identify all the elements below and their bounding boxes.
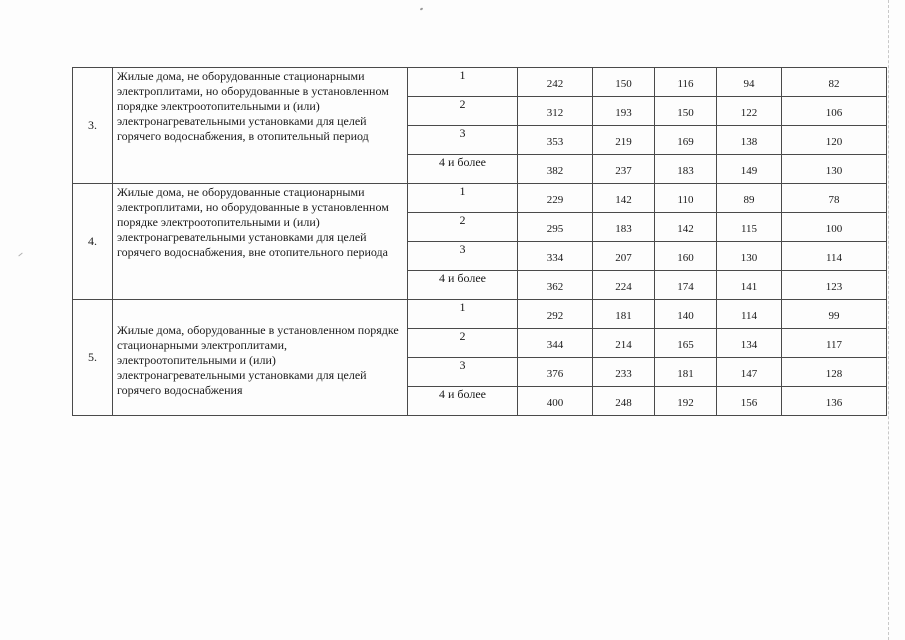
- value-cell: 292: [518, 300, 593, 329]
- value-cell: 117: [782, 329, 887, 358]
- value-cell: 242: [518, 68, 593, 97]
- value-cell: 295: [518, 213, 593, 242]
- value-cell: 116: [655, 68, 717, 97]
- people-count: 2: [408, 213, 518, 242]
- value-cell: 120: [782, 126, 887, 155]
- value-cell: 400: [518, 387, 593, 416]
- value-cell: 312: [518, 97, 593, 126]
- value-cell: 224: [593, 271, 655, 300]
- value-cell: 174: [655, 271, 717, 300]
- value-cell: 219: [593, 126, 655, 155]
- value-cell: 233: [593, 358, 655, 387]
- value-cell: 149: [717, 155, 782, 184]
- value-cell: 128: [782, 358, 887, 387]
- value-cell: 344: [518, 329, 593, 358]
- people-count: 2: [408, 329, 518, 358]
- people-count: 4 и более: [408, 271, 518, 300]
- value-cell: 207: [593, 242, 655, 271]
- value-cell: 136: [782, 387, 887, 416]
- value-cell: 141: [717, 271, 782, 300]
- value-cell: 248: [593, 387, 655, 416]
- table-row: [73, 68, 887, 97]
- value-cell: 382: [518, 155, 593, 184]
- row-number: 4.: [73, 184, 113, 300]
- row-description: Жилые дома, оборудованные в установленном порядке стационарными электроплитами, электроотопительными и (или) электронагревательными установками для целей горячего водоснабжения: [113, 300, 408, 416]
- people-count: 4 и более: [408, 155, 518, 184]
- people-count: 3: [408, 126, 518, 155]
- value-cell: 181: [655, 358, 717, 387]
- table-row: [73, 300, 887, 329]
- people-count: 1: [408, 300, 518, 329]
- value-cell: 165: [655, 329, 717, 358]
- value-cell: 130: [782, 155, 887, 184]
- value-cell: 99: [782, 300, 887, 329]
- value-cell: 181: [593, 300, 655, 329]
- people-count: 4 и более: [408, 387, 518, 416]
- value-cell: 183: [593, 213, 655, 242]
- value-cell: 123: [782, 271, 887, 300]
- value-cell: 78: [782, 184, 887, 213]
- value-cell: 150: [655, 97, 717, 126]
- value-cell: 142: [655, 213, 717, 242]
- value-cell: 150: [593, 68, 655, 97]
- value-cell: 193: [593, 97, 655, 126]
- value-cell: 237: [593, 155, 655, 184]
- table-row: [73, 184, 887, 213]
- value-cell: 142: [593, 184, 655, 213]
- value-cell: 115: [717, 213, 782, 242]
- value-cell: 214: [593, 329, 655, 358]
- scan-speck: [18, 253, 22, 257]
- value-cell: 362: [518, 271, 593, 300]
- scan-speck: [420, 7, 424, 10]
- value-cell: 169: [655, 126, 717, 155]
- value-cell: 82: [782, 68, 887, 97]
- row-description: Жилые дома, не оборудованные стационарными электроплитами, но оборудованные в установленном порядке электроотопительными и (или) электронагревательными установками для целей горячего водоснабжения, вне отопительного периода: [113, 184, 408, 300]
- people-count: 3: [408, 358, 518, 387]
- row-number: 5.: [73, 300, 113, 416]
- value-cell: 130: [717, 242, 782, 271]
- value-cell: 156: [717, 387, 782, 416]
- value-cell: 140: [655, 300, 717, 329]
- value-cell: 376: [518, 358, 593, 387]
- value-cell: 89: [717, 184, 782, 213]
- value-cell: 183: [655, 155, 717, 184]
- row-number: 3.: [73, 68, 113, 184]
- people-count: 3: [408, 242, 518, 271]
- value-cell: 114: [782, 242, 887, 271]
- value-cell: 192: [655, 387, 717, 416]
- scan-edge-line: [888, 0, 889, 640]
- value-cell: 100: [782, 213, 887, 242]
- people-count: 1: [408, 68, 518, 97]
- value-cell: 353: [518, 126, 593, 155]
- people-count: 1: [408, 184, 518, 213]
- value-cell: 94: [717, 68, 782, 97]
- value-cell: 106: [782, 97, 887, 126]
- value-cell: 114: [717, 300, 782, 329]
- value-cell: 110: [655, 184, 717, 213]
- value-cell: 147: [717, 358, 782, 387]
- value-cell: 334: [518, 242, 593, 271]
- value-cell: 134: [717, 329, 782, 358]
- consumption-norms-table: [72, 67, 887, 416]
- value-cell: 160: [655, 242, 717, 271]
- people-count: 2: [408, 97, 518, 126]
- value-cell: 122: [717, 97, 782, 126]
- value-cell: 229: [518, 184, 593, 213]
- row-description: Жилые дома, не оборудованные стационарными электроплитами, но оборудованные в установленном порядке электроотопительными и (или) электронагревательными установками для целей горячего водоснабжения, в отопительный период: [113, 68, 408, 184]
- value-cell: 138: [717, 126, 782, 155]
